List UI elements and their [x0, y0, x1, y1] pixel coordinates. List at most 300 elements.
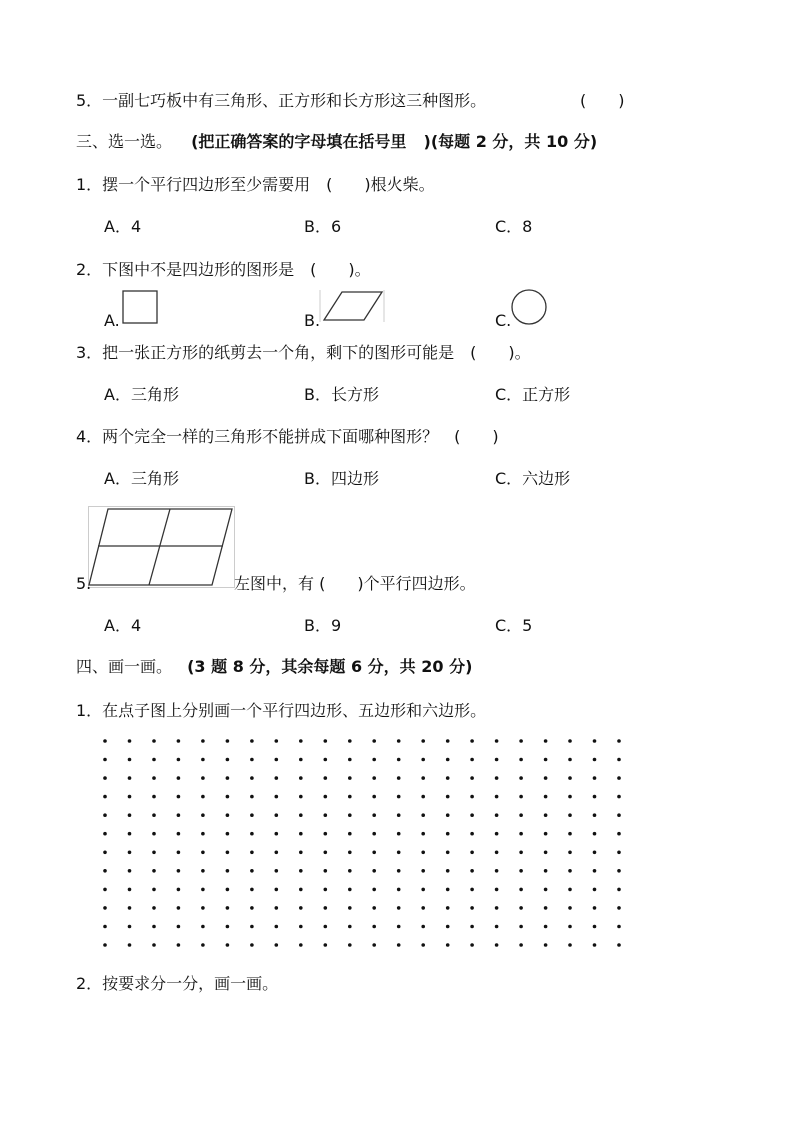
grid-dot [275, 851, 279, 855]
draw-q2-stem: 2．按要求分一分，画一画。 [76, 974, 279, 993]
grid-dot [495, 906, 499, 910]
grid-dot [128, 869, 132, 873]
grid-dot [103, 851, 107, 855]
grid-dot [299, 776, 303, 780]
mc-q1-option-c[interactable]: C．8 [495, 217, 533, 236]
grid-dot [617, 776, 621, 780]
grid-dot [299, 813, 303, 817]
mc-q4-stem: 4．两个完全一样的三角形不能拼成下面哪种图形？ ( ) [76, 427, 499, 446]
grid-dot [226, 832, 230, 836]
grid-dot [128, 925, 132, 929]
grid-dot [593, 925, 597, 929]
grid-dot [152, 851, 156, 855]
grid-dot [593, 739, 597, 743]
grid-dot [568, 776, 572, 780]
grid-dot [593, 832, 597, 836]
grid-dot [568, 943, 572, 947]
grid-dot [397, 851, 401, 855]
grid-dot [299, 832, 303, 836]
grid-dot [324, 813, 328, 817]
grid-dot [495, 776, 499, 780]
grid-dot [446, 776, 450, 780]
grid-dot [348, 851, 352, 855]
grid-dot [446, 851, 450, 855]
grid-dot [397, 943, 401, 947]
grid-dot [275, 832, 279, 836]
grid-dot [348, 739, 352, 743]
grid-dot [544, 758, 548, 762]
grid-dot [495, 869, 499, 873]
grid-dot [372, 776, 376, 780]
grid-dot [299, 943, 303, 947]
grid-dot [128, 851, 132, 855]
mc-q4-option-c[interactable]: C．六边形 [495, 469, 571, 488]
grid-dot [275, 925, 279, 929]
grid-dot [324, 925, 328, 929]
grid-dot [568, 906, 572, 910]
grid-dot [397, 925, 401, 929]
grid-dot [299, 888, 303, 892]
grid-dot [421, 832, 425, 836]
grid-dot [421, 943, 425, 947]
grid-dot [103, 869, 107, 873]
grid-dot [201, 851, 205, 855]
grid-dot [372, 888, 376, 892]
grid-dot [568, 739, 572, 743]
mc-q3-option-a[interactable]: A．三角形 [104, 385, 179, 404]
grid-dot [177, 776, 181, 780]
grid-dot [519, 795, 523, 799]
grid-dot [593, 869, 597, 873]
grid-dot [226, 925, 230, 929]
grid-dot [568, 925, 572, 929]
section-3-instruction: (把正确答案的字母填在括号里 [191, 132, 407, 151]
grid-dot [177, 943, 181, 947]
grid-dot [544, 869, 548, 873]
mc-q5-stem: 左图中，有 ( )个平行四边形。 [234, 574, 476, 593]
grid-dot [128, 888, 132, 892]
grid-dot [177, 925, 181, 929]
grid-dot [250, 888, 254, 892]
mc-q2-option-c[interactable]: C. [495, 311, 512, 330]
section-4-score: (3 题 8 分，其余每题 6 分，共 20 分) [187, 657, 473, 676]
dot-grid[interactable] [100, 736, 624, 950]
grid-dot [103, 888, 107, 892]
grid-dot [299, 739, 303, 743]
grid-dot [446, 888, 450, 892]
grid-dot [593, 851, 597, 855]
grid-dot [544, 906, 548, 910]
grid-dot [103, 943, 107, 947]
section-4-heading [76, 656, 472, 678]
grid-dot [470, 888, 474, 892]
grid-dot [103, 813, 107, 817]
grid-dot [177, 795, 181, 799]
grid-dot [617, 888, 621, 892]
grid-dot [519, 925, 523, 929]
parallelogram-icon [318, 288, 388, 326]
grid-dot [519, 906, 523, 910]
grid-dot [250, 925, 254, 929]
grid-dot [519, 869, 523, 873]
grid-dot [446, 739, 450, 743]
grid-dot [397, 813, 401, 817]
grid-dot [617, 869, 621, 873]
grid-dot [299, 795, 303, 799]
grid-dot [275, 795, 279, 799]
grid-dot [470, 758, 474, 762]
grid-dot [421, 813, 425, 817]
grid-dot [177, 813, 181, 817]
mc-q1-option-a[interactable]: A．4 [104, 217, 142, 236]
grid-dot [103, 832, 107, 836]
grid-dot [226, 851, 230, 855]
grid-dot [544, 925, 548, 929]
grid-dot [372, 758, 376, 762]
grid-dot [128, 739, 132, 743]
grid-dot [593, 943, 597, 947]
grid-dot [617, 925, 621, 929]
grid-dot [201, 776, 205, 780]
grid-dot [544, 943, 548, 947]
grid-dot [446, 758, 450, 762]
grid-dot [617, 943, 621, 947]
grid-dot [519, 851, 523, 855]
grid-dot [250, 943, 254, 947]
grid-dot [152, 925, 156, 929]
grid-dot [348, 869, 352, 873]
grid-dot [495, 851, 499, 855]
mc-q3-option-b[interactable]: B．长方形 [304, 385, 379, 404]
mc-q4-option-b[interactable]: B．四边形 [304, 469, 379, 488]
grid-dot [226, 888, 230, 892]
grid-dot [177, 758, 181, 762]
grid-dot [495, 943, 499, 947]
grid-dot [152, 758, 156, 762]
grid-dot [617, 758, 621, 762]
grid-dot [348, 795, 352, 799]
grid-dot [372, 906, 376, 910]
grid-dot [519, 739, 523, 743]
grid-dot [250, 758, 254, 762]
grid-dot [470, 739, 474, 743]
grid-dot [275, 813, 279, 817]
grid-dot [324, 906, 328, 910]
grid-dot [544, 739, 548, 743]
grid-dot [617, 906, 621, 910]
grid-dot [519, 888, 523, 892]
grid-dot [544, 776, 548, 780]
grid-dot [397, 739, 401, 743]
grid-dot [250, 869, 254, 873]
grid-dot [421, 851, 425, 855]
grid-dot [617, 739, 621, 743]
grid-dot [568, 832, 572, 836]
grid-dot [568, 813, 572, 817]
grid-dot [152, 832, 156, 836]
mc-q2-option-b[interactable]: B. [304, 311, 321, 330]
grid-dot [617, 851, 621, 855]
grid-dot [128, 906, 132, 910]
grid-dot [568, 888, 572, 892]
grid-dot [397, 776, 401, 780]
grid-dot [372, 869, 376, 873]
grid-dot [470, 776, 474, 780]
grid-dot [324, 795, 328, 799]
grid-dot [568, 795, 572, 799]
grid-dot [470, 795, 474, 799]
grid-dot [372, 943, 376, 947]
grid-dot [421, 906, 425, 910]
mc-q1-stem: 1．摆一个平行四边形至少需要用 ( )根火柴。 [76, 175, 435, 194]
grid-dot [593, 888, 597, 892]
grid-dot [372, 795, 376, 799]
grid-dot [372, 813, 376, 817]
grid-dot [250, 832, 254, 836]
grid-dot [103, 906, 107, 910]
mc-q3-option-c[interactable]: C．正方形 [495, 385, 571, 404]
grid-dot [446, 906, 450, 910]
grid-dot [324, 869, 328, 873]
grid-dot [299, 851, 303, 855]
grid-dot [324, 851, 328, 855]
grid-dot [568, 758, 572, 762]
grid-dot [299, 758, 303, 762]
grid-dot [397, 795, 401, 799]
mc-q5-option-a[interactable]: A．4 [104, 616, 142, 635]
section-3-score: )(每题 2 分，共 10 分) [423, 132, 598, 151]
grid-dot [275, 869, 279, 873]
grid-dot [348, 925, 352, 929]
grid-dot [201, 832, 205, 836]
grid-dot [348, 888, 352, 892]
grid-dot [201, 813, 205, 817]
grid-dot [421, 869, 425, 873]
grid-dot [103, 776, 107, 780]
grid-dot [397, 832, 401, 836]
grid-dot [201, 758, 205, 762]
grid-dot [446, 925, 450, 929]
grid-dot [324, 943, 328, 947]
grid-dot [372, 851, 376, 855]
grid-dot [495, 832, 499, 836]
grid-dot [324, 888, 328, 892]
grid-dot [593, 906, 597, 910]
grid-dot [128, 776, 132, 780]
grid-dot [421, 795, 425, 799]
grid-dot [226, 813, 230, 817]
mc-q4-option-a[interactable]: A．三角形 [104, 469, 179, 488]
section-3-heading [76, 131, 597, 153]
grid-dot [348, 832, 352, 836]
grid-dot [299, 869, 303, 873]
grid-dot [275, 758, 279, 762]
grid-dot [568, 869, 572, 873]
mc-q2-option-a[interactable]: A. [104, 311, 120, 330]
grid-dot [250, 851, 254, 855]
grid-dot [226, 739, 230, 743]
mc-q5-label: 5. [76, 574, 92, 593]
grid-dot [177, 869, 181, 873]
grid-dot [201, 906, 205, 910]
grid-dot [470, 869, 474, 873]
grid-dot [544, 851, 548, 855]
grid-dot [103, 758, 107, 762]
grid-dot [519, 758, 523, 762]
grid-dot [593, 758, 597, 762]
grid-dot [544, 813, 548, 817]
grid-dot [348, 813, 352, 817]
grid-dot [250, 813, 254, 817]
grid-dot [152, 869, 156, 873]
parallelogram-grid-figure [88, 506, 236, 588]
grid-dot [128, 795, 132, 799]
grid-dot [617, 813, 621, 817]
grid-dot [446, 832, 450, 836]
grid-dot [103, 739, 107, 743]
grid-dot [201, 739, 205, 743]
grid-dot [519, 943, 523, 947]
grid-dot [495, 888, 499, 892]
grid-dot [250, 906, 254, 910]
grid-dot [177, 888, 181, 892]
grid-dot [421, 758, 425, 762]
square-icon [120, 289, 160, 325]
grid-dot [152, 943, 156, 947]
grid-dot [519, 776, 523, 780]
grid-dot [152, 795, 156, 799]
grid-dot [152, 739, 156, 743]
grid-dot [152, 776, 156, 780]
mc-q3-stem: 3．把一张正方形的纸剪去一个角，剩下的图形可能是 ( )。 [76, 343, 531, 362]
grid-dot [617, 795, 621, 799]
grid-dot [201, 943, 205, 947]
grid-dot [103, 925, 107, 929]
grid-dot [226, 795, 230, 799]
grid-dot [372, 739, 376, 743]
grid-dot [299, 925, 303, 929]
grid-dot [226, 906, 230, 910]
grid-dot [324, 832, 328, 836]
grid-dot [226, 758, 230, 762]
grid-dot [372, 925, 376, 929]
mc-q2-stem: 2．下图中不是四边形的图形是 ( )。 [76, 260, 371, 279]
grid-dot [152, 888, 156, 892]
grid-dot [226, 943, 230, 947]
grid-dot [128, 832, 132, 836]
grid-dot [177, 832, 181, 836]
draw-q1-stem: 1．在点子图上分别画一个平行四边形、五边形和六边形。 [76, 701, 487, 720]
grid-dot [177, 851, 181, 855]
grid-dot [470, 943, 474, 947]
grid-dot [152, 813, 156, 817]
grid-dot [372, 832, 376, 836]
grid-dot [275, 776, 279, 780]
grid-dot [299, 906, 303, 910]
grid-dot [177, 739, 181, 743]
true-false-q5 [76, 90, 486, 112]
grid-dot [593, 813, 597, 817]
grid-dot [470, 832, 474, 836]
grid-dot [446, 795, 450, 799]
grid-dot [275, 906, 279, 910]
grid-dot [128, 758, 132, 762]
grid-dot [348, 943, 352, 947]
circle-icon [508, 287, 550, 327]
grid-dot [226, 869, 230, 873]
grid-dot [275, 739, 279, 743]
mc-q5-option-b[interactable]: B．9 [304, 616, 342, 635]
grid-dot [324, 758, 328, 762]
grid-dot [446, 813, 450, 817]
grid-dot [446, 943, 450, 947]
grid-dot [348, 906, 352, 910]
grid-dot [226, 776, 230, 780]
grid-dot [495, 925, 499, 929]
grid-dot [421, 888, 425, 892]
grid-dot [397, 906, 401, 910]
grid-dot [348, 776, 352, 780]
grid-dot [593, 795, 597, 799]
grid-dot [128, 943, 132, 947]
grid-dot [617, 832, 621, 836]
grid-dot [421, 739, 425, 743]
grid-dot [421, 776, 425, 780]
grid-dot [470, 851, 474, 855]
grid-dot [470, 906, 474, 910]
grid-dot [593, 776, 597, 780]
grid-dot [250, 739, 254, 743]
grid-dot [103, 795, 107, 799]
q5-answer-blank[interactable]: ( ) [580, 91, 625, 110]
grid-dot [324, 739, 328, 743]
grid-dot [421, 925, 425, 929]
grid-dot [177, 906, 181, 910]
grid-dot [201, 795, 205, 799]
grid-dot [397, 888, 401, 892]
section-4-title: 四、画一画。 [76, 657, 173, 676]
grid-dot [544, 832, 548, 836]
section-3-title: 三、选一选。 [76, 132, 173, 151]
grid-dot [201, 888, 205, 892]
q5-text: 5．一副七巧板中有三角形、正方形和长方形这三种图形。 [76, 91, 487, 110]
grid-dot [152, 906, 156, 910]
grid-dot [250, 795, 254, 799]
grid-dot [495, 758, 499, 762]
grid-dot [519, 813, 523, 817]
grid-dot [397, 758, 401, 762]
grid-dot [201, 869, 205, 873]
grid-dot [275, 943, 279, 947]
grid-dot [544, 888, 548, 892]
mc-q1-option-b[interactable]: B．6 [304, 217, 342, 236]
grid-dot [201, 925, 205, 929]
grid-dot [495, 813, 499, 817]
grid-dot [128, 813, 132, 817]
grid-dot [495, 795, 499, 799]
grid-dot [397, 869, 401, 873]
grid-dot [250, 776, 254, 780]
grid-dot [568, 851, 572, 855]
grid-dot [446, 869, 450, 873]
grid-dot [470, 925, 474, 929]
grid-dot [495, 739, 499, 743]
grid-dot [275, 888, 279, 892]
mc-q5-option-c[interactable]: C．5 [495, 616, 533, 635]
grid-dot [348, 758, 352, 762]
grid-dot [544, 795, 548, 799]
grid-dot [470, 813, 474, 817]
